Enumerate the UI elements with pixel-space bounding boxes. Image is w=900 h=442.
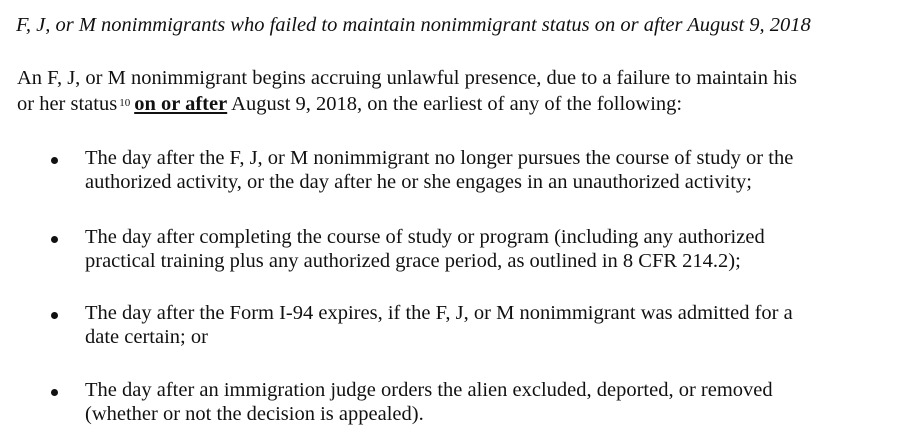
intro-line-2-start: or her status <box>17 93 118 115</box>
bullet-icon <box>51 389 58 396</box>
list-item-line: The day after an immigration judge orders the alien excluded, deported, or removed <box>85 379 773 401</box>
intro-line-2 <box>17 91 887 120</box>
intro-paragraph <box>17 65 887 120</box>
list-item-line: The day after the Form I-94 expires, if the F, J, or M nonimmigrant was admitted for a <box>85 302 793 324</box>
list-item-line: date certain; or <box>85 326 208 348</box>
bullet-icon <box>51 312 58 319</box>
list-item-text <box>85 146 793 194</box>
list-item-line: The day after completing the course of study or program (including any authorized <box>85 226 765 248</box>
list-item-line: authorized activity, or the day after he or she engages in an unauthorized activity; <box>85 171 752 193</box>
intro-line-2-end: August 9, 2018, on the earliest of any of the following: <box>227 93 683 115</box>
section-heading: F, J, or M nonimmigrants who failed to maintain nonimmigrant status on or after August 9, 2018 <box>16 14 811 36</box>
bullet-icon <box>51 236 58 243</box>
list-item-line: practical training plus any authorized grace period, as outlined in 8 CFR 214.2); <box>85 250 741 272</box>
bullet-icon <box>51 157 58 164</box>
list-item-text <box>85 225 765 273</box>
list-item-text <box>85 301 793 349</box>
list-item-line: The day after the F, J, or M nonimmigrant no longer pursues the course of study or the <box>85 147 794 169</box>
list-item-line: (whether or not the decision is appealed). <box>85 403 424 425</box>
emphasized-phrase: on or after <box>134 93 228 115</box>
intro-line-1: An F, J, or M nonimmigrant begins accruing unlawful presence, due to a failure to maintain his <box>17 67 798 89</box>
list-item-text <box>85 378 773 426</box>
footnote-reference[interactable]: 10 <box>119 97 131 109</box>
